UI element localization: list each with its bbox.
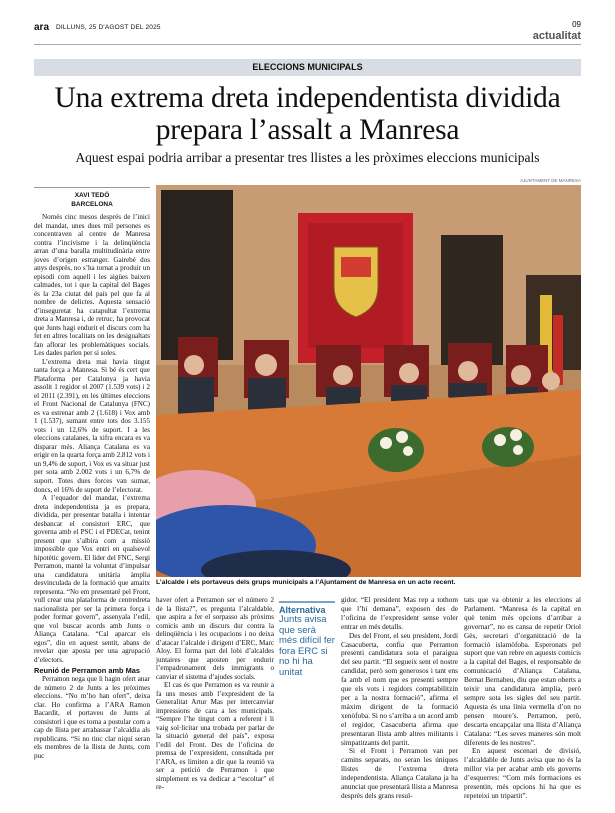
dateline-city: BARCELONA	[71, 201, 113, 208]
author: XAVI TEDÓ	[74, 192, 110, 199]
paragraph: gidor. “El president Mas rep a tothom que l’hi demana”, exposen des de l’oficina de l’expresident sense voler entrar en més detalls.	[341, 596, 458, 631]
paragraph: tats que va obtenir a les eleccions al Parlament. “Manresa és la capital en què tenim més opcions d’arribar a governar”, no es cansa de repetir Oriol Gès, secretari d’organització de la formació islamòfoba. Esperonats pel suport que van rebre en aquests comicis a la capital del Bages, el responsable de comunicació d’Aliança Catalana, Bernat Bernabeu, diu que estan oberts a teixir una candidatura àmplia, però sempre sota les sigles del seu partit. Aquesta és una línia vermella d’on no pensen moure’s. Perramon, però, descarta encapçalar una llista d’Aliança Catalana: “Les seves maneres són molt diferents de les nostres”.	[464, 596, 581, 747]
article-column-3	[341, 596, 458, 801]
photo-credit: AJUNTAMENT DE MANRESA	[520, 178, 581, 183]
page-number: 09	[572, 20, 581, 29]
sidebar-callout	[279, 601, 335, 678]
paragraph: Només cinc mesos després de l’inici del mandat, unes dues mil persones es concentraven al centre de Manresa contra l’incivisme i la delinqüència arran d’una baralla multitudinària entre joves d’origen estranger. Gairebé dos anys després, no s’ha tornat a produir un episodi com aquell i les aigües baixen calmades, tot i que la capital del Bages és la 23a ciutat del país pel que fa al nombre de delictes. Aquesta sensació d’inseguretat ha catapultat l’extrema dreta a Manresa i, de retruc, ha provocat que Junts hagi endurit el discurs com ha fet en altres localitats on les desigualtats fan aflorar les problemàtiques socials. Les dades parlen per si soles.	[34, 213, 150, 358]
article-column-1	[34, 213, 150, 799]
article-column-4	[464, 596, 581, 801]
sidebar-title: Alternativa	[279, 605, 326, 615]
byline	[34, 187, 150, 209]
article-column-2	[156, 596, 274, 801]
sidebar-text: Junts avisa que serà més difícil fer fora ERC si no hi ha unitat	[279, 614, 335, 678]
photo-caption: L’alcalde i els portaveus dels grups municipals a l’Ajuntament de Manresa en un acte recent.	[156, 579, 456, 586]
newspaper-logo: ara	[34, 22, 50, 33]
paragraph: Des del Front, el seu president, Jordi Casacuberta, confia que Perramon presenti candidatura sota el paraigua del seu partit. “El segueix sent el nostre candidat, però som generosos i tant ens fa amb el nom que es presenti sempre que els vots i regidors comptabilitzin per a la nostra formació”, afirma el màxim dirigent de la formació xenòfoba. Si no s’arriba a un acord amb el regidor, Casacuberta afirma que presentaran llista amb altres militants i simpatitzants del partit.	[341, 630, 458, 747]
subheadline: Aquest espai podria arribar a presentar tres llistes a les pròximes eleccions municipals	[75, 150, 540, 165]
paragraph: haver ofert a Perramon ser el número 2 de la llista?”, es pregunta l’alcaldable, que aspira a fer el sorpasso als pròxims comicis amb un discurs dur contra la delinqüència i les ocupacions i no deixa d’atacar l’alcalde i dirigent d’ERC, Marc Aloy. El forma part del lobi d’alcaldes juntaires que aposten per endurir l’empadronament dels immigrants o canviar el sistema d’ajudes socials.	[156, 596, 274, 681]
paragraph: El cas és que Perramon es va reunir a fa uns mesos amb l’expresident de la Generalitat Artur Mas per intercanviar impressions de cara a les municipals. “Sempre l’he tingut com a referent i li vaig sol·licitar una trobada per parlar de la situació general del país”, exposa l’edil del Front. Des de l’oficina de premsa de l’expresident, consultada per l’ARA, es limiten a dir que la reunió va ser a petició de Perramon i que simplement es va dedicar a “escoltar” el re-	[156, 681, 274, 792]
header-rule	[34, 44, 581, 45]
article-photo	[156, 185, 581, 577]
paragraph: Si el Front i Perramon van per camins separats, no seran les úniques llistes de l’extrema dreta independentista. Aliança Catalana ja ha anunciat que presentarà llista a Manresa després dels grans resul-	[341, 746, 458, 800]
subheading: Reunió de Perramon amb Mas	[34, 666, 140, 676]
council-room-photo	[156, 185, 581, 577]
paragraph: Perramon nega que li hagin ofert anar de número 2 de Junts a les pròximes eleccions. “No m’ho han ofert”, deixa clar. Ho confirma a l’ARA Ramon Bacardit, el portaveu de Junts al consistori i que es torna a postular com a cap de llista per arrabassar l’alcaldia als republicans. “Si no tinc clar niquí seran els membres de la llista de Junts, com puc	[34, 675, 150, 760]
paragraph: A l’equador del mandat, l’extrema dreta independentista ja es prepara, dividida, per presentar batalla i intentar desbancar el consistori ERC, que governa amb el PSC i el PDECat, tenint present que s’albira com a missió impossible que Vox entri en qualsevol hipotètic govern. El líder del FNC, Sergi Perramon, manté la voluntat d’impulsar una candidatura unitària àmplia desvinculada de la formació que amaitx representa. “No em presentaré pel Front, vull crear una plataforma de centredreta nacionalista per ser la primera força i poder formar govern”, assenyala l’edil, que vol buscar acords amb Junts o Aliança Catalana. “Cal aparcar els egos”, diu en aquest sentit, abans de revelar que aposta per una agrupació d’electors.	[34, 494, 150, 664]
page-header	[34, 20, 581, 40]
paragraph: L’extrema dreta mai havia tingut tanta força a Manresa. Si bé és cert que Plataforma per Catalunya ja havia assolit 1 regidor el 2007 (1.539 vots) i 2 el 2011 (2.391), en les últimes eleccions el Front Nacional de Catalunya (FNC) es va estrenar amb 2 (1.618) i Vox amb 1 (1.537), sumant entre tots dos 3.155 vots i un 12,6% de suport. I a les eleccions catalanes, la xifra encara es va disparar més. Aliança Catalana es va erigir en la quarta força amb 2.812 vots i un 9,4% de suport, i Vox es va situar just per sota amb 2.002 vots i un 6,7% de suport. Totes dues forces van sumar, doncs, el 16% de suport de l’electorat.	[34, 357, 150, 494]
paragraph: En aquest escenari de divisió, l’alcaldable de Junts avisa que no és la millor via per acabar amb els governs d’esquerres: “Com més formacions es presentin, més opcions hi ha que es repeteixi un tripartit”.	[464, 746, 581, 800]
section-name: actualitat	[532, 30, 581, 42]
section-band: ELECCIONS MUNICIPALS	[34, 59, 581, 76]
issue-date: DILLUNS, 25 D'AGOST DEL 2025	[56, 24, 161, 31]
headline: Una extrema dreta independentista dividida prepara l’assalt a Manresa	[54, 82, 561, 146]
